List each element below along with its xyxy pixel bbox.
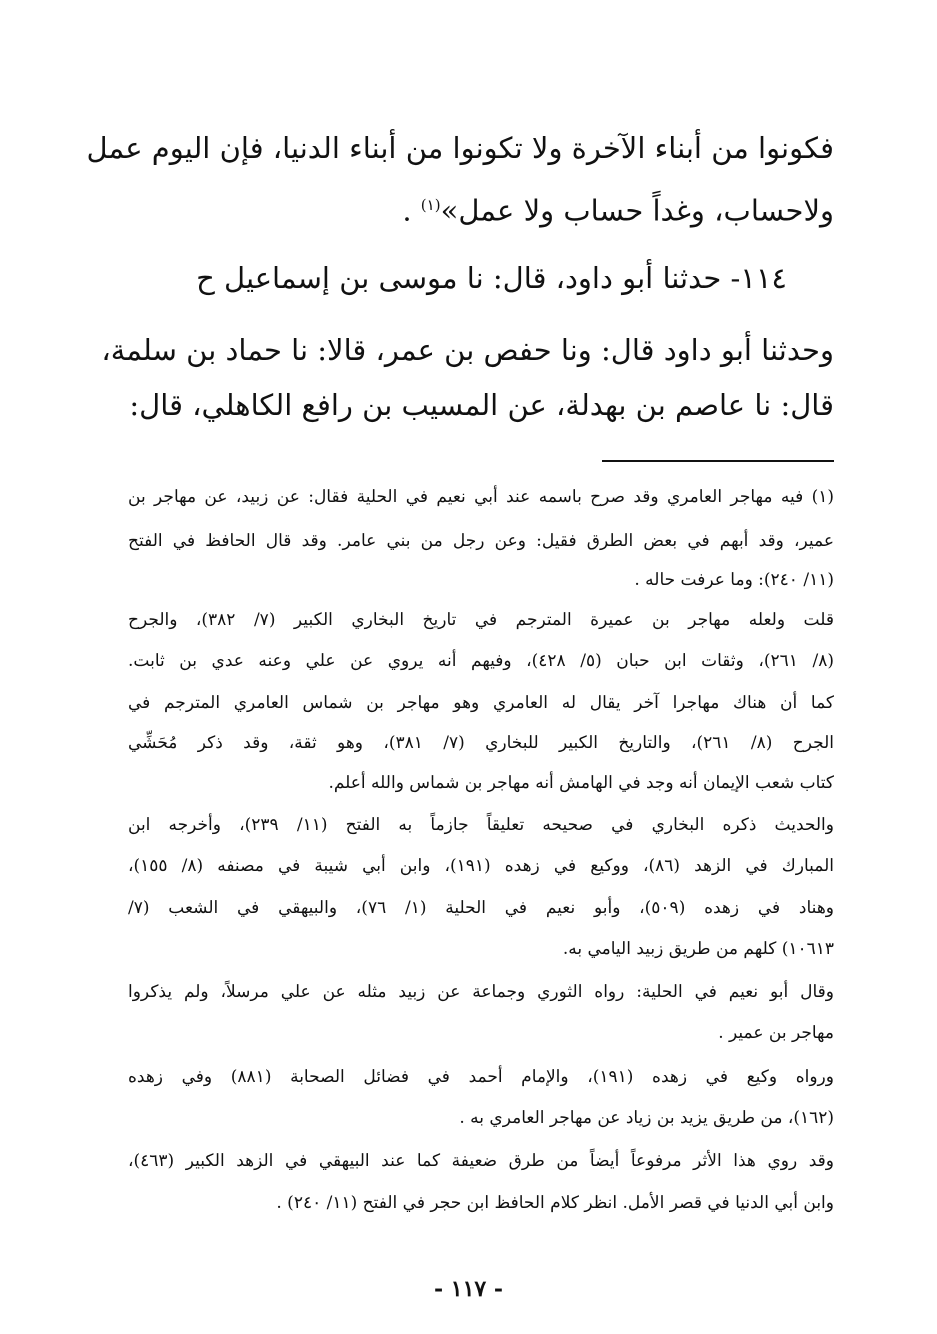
footnote-line: (١٦٢)، من طريق يزيد بن زياد عن مهاجر العامري به . [459, 1108, 834, 1128]
footnote-line: الجرح (٨/ ٢٦١)، والتاريخ الكبير للبخاري (٧/ ٣٨١)، وهو ثقة، وقد ذكر مُحَشِّي [128, 733, 834, 753]
main-text-line-5: قال: نا عاصم بن بهدلة، عن المسيب بن رافع الكاهلي، قال: [129, 388, 834, 422]
footnote-line: وقال أبو نعيم في الحلية: رواه الثوري وجماعة عن زبيد مثله عن علي مرسلاً، ولم يذكروا [128, 982, 834, 1002]
footnote-line: كتاب شعب الإيمان أنه وجد في الهامش أنه مهاجر بن شماس والله أعلم. [328, 773, 834, 793]
footnote-line: كما أن هناك مهاجرا آخر يقال له العامري وهو مهاجر بن شماس العامري المترجم في [128, 693, 834, 713]
footnote-line: (١١/ ٢٤٠): وما عرفت حاله . [634, 570, 834, 590]
main-text-line-2-end: . [402, 193, 421, 228]
main-text-line-2-body: ولاحساب، وغداً حساب ولا عمل» [440, 193, 834, 228]
footnote-separator [602, 460, 834, 462]
footnote-line: والحديث ذكره البخاري في صحيحه تعليقاً جازماً به الفتح (١١/ ٢٣٩)، وأخرجه ابن [128, 815, 834, 835]
footnote-line: ١٠٦١٣) كلهم من طريق زبيد اليامي به. [562, 939, 834, 959]
main-text-line-1: فكونوا من أبناء الآخرة ولا تكونوا من أبناء الدنيا، فإن اليوم عمل [86, 131, 834, 165]
footnote-line: وهناد في زهده (٥٠٩)، وأبو نعيم في الحلية (١/ ٧٦)، والبيهقي في الشعب (٧/ [128, 898, 834, 918]
footnote-line: ورواه وكيع في زهده (١٩١)، والإمام أحمد في فضائل الصحابة (٨٨١) وفي زهده [128, 1067, 834, 1087]
footnote-line: قلت ولعله مهاجر بن عميرة المترجم في تاريخ البخاري الكبير (٧/ ٣٨٢)، والجرح [128, 610, 834, 630]
footnote-line: (٨/ ٢٦١)، وثقات ابن حبان (٥/ ٤٢٨)، وفيهم أنه يروي عن علي وعنه عدي بن ثابت. [128, 651, 834, 671]
hadith-number-line: ١١٤- حدثنا أبو داود، قال: نا موسى بن إسماعيل ح [196, 261, 787, 295]
main-text-line-2 [128, 185, 834, 231]
footnote-line: عمير، وقد أبهم في بعض الطرق فقيل: وعن رجل من بني عامر. وقد قال الحافظ في الفتح [128, 531, 834, 551]
footnote-line: وقد روي هذا الأثر مرفوعاً أيضاً من طرق ضعيفة كما عند البيهقي في الزهد الكبير (٤٦٣)، [128, 1151, 834, 1171]
footnote-line: (١) فيه مهاجر العامري وقد صرح باسمه عند أبي نعيم في الحلية فقال: عن زبيد، عن مهاجر بن [128, 487, 834, 507]
footnote-line: المبارك في الزهد (٨٦)، ووكيع في زهده (١٩١)، وابن أبي شيبة في مصنفه (٨/ ١٥٥)، [128, 856, 834, 876]
main-text-line-4: وحدثنا أبو داود قال: ونا حفص بن عمر، قالا: نا حماد بن سلمة، [101, 333, 834, 367]
footnote-line: وابن أبي الدنيا في قصر الأمل. انظر كلام الحافظ ابن حجر في الفتح (١١/ ٢٤٠) . [276, 1193, 834, 1213]
footnote-reference: (١) [420, 196, 441, 214]
page-number: - ١١٧ - [433, 1276, 504, 1302]
footnote-line: مهاجر بن عمير . [718, 1023, 834, 1043]
